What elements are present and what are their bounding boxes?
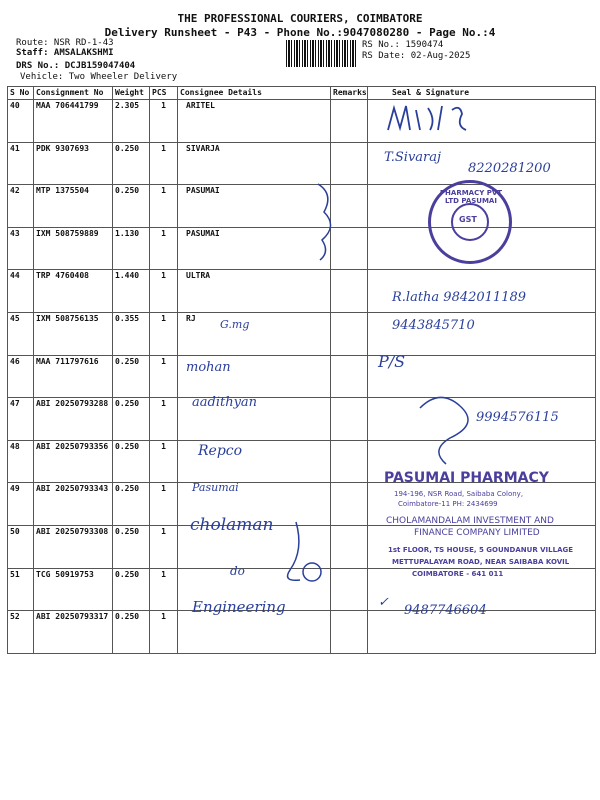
cell-weight: 0.250 [113, 611, 150, 654]
bracket-r51 [274, 520, 330, 588]
chola-stamp-name1: CHOLAMANDALAM INVESTMENT AND [386, 516, 554, 526]
signature-row47 [410, 388, 490, 468]
table-row [8, 355, 596, 398]
round-stamp-inner-text: GST [459, 215, 477, 224]
handwriting-r46-sig: P/S [378, 352, 406, 371]
cell-pcs: 1 [150, 100, 178, 143]
chola-stamp-addr3: COIMBATORE - 641 011 [412, 570, 504, 578]
cell-sno: 51 [8, 568, 34, 611]
cell-weight: 0.355 [113, 312, 150, 355]
cell-consignment: TRP 4760408 [34, 270, 113, 313]
cell-remarks [331, 312, 368, 355]
cell-consignment: ABI 20250793356 [34, 440, 113, 483]
cell-consignee: ULTRA [178, 270, 331, 313]
cell-consignment: ABI 20250793288 [34, 398, 113, 441]
handwriting-r51: do [230, 564, 245, 578]
cell-sno: 48 [8, 440, 34, 483]
rs-number: RS No.: 1590474 [362, 40, 444, 50]
cell-pcs: 1 [150, 440, 178, 483]
cell-pcs: 1 [150, 525, 178, 568]
handwriting-r41-phone: 8220281200 [468, 161, 551, 176]
cell-remarks [331, 440, 368, 483]
bracket-mark [314, 182, 344, 262]
cell-consignee [178, 611, 331, 654]
cell-sno: 52 [8, 611, 34, 654]
cell-weight: 2.305 [113, 100, 150, 143]
chola-stamp-addr2: METTUPALAYAM ROAD, NEAR SAIBABA KOVIL [392, 558, 570, 566]
cell-remarks [331, 398, 368, 441]
cell-weight: 0.250 [113, 440, 150, 483]
cell-remarks [331, 355, 368, 398]
cell-remarks [331, 270, 368, 313]
cell-remarks [331, 483, 368, 526]
cell-sno: 43 [8, 227, 34, 270]
cell-consignment: MTP 1375504 [34, 185, 113, 228]
cell-consignment: IXM 508759889 [34, 227, 113, 270]
cell-weight: 1.130 [113, 227, 150, 270]
handwriting-r45-phone: 9443845710 [392, 318, 475, 333]
pasumai-stamp-addr1: 194-196, NSR Road, Saibaba Colony, [394, 490, 524, 498]
cell-consignment: TCG 50919753 [34, 568, 113, 611]
cell-pcs: 1 [150, 483, 178, 526]
cell-consignment: PDK 9307693 [34, 142, 113, 185]
cell-remarks [331, 568, 368, 611]
cell-weight: 0.250 [113, 525, 150, 568]
cell-weight: 0.250 [113, 483, 150, 526]
cell-sno: 40 [8, 100, 34, 143]
handwriting-r52-phone: 9487746604 [404, 603, 487, 618]
runsheet-title: Delivery Runsheet - P43 - Phone No.:9047080280 - Page No.:4 [104, 26, 496, 39]
cell-sno: 50 [8, 525, 34, 568]
handwriting-r52-sig: ✓ [378, 595, 389, 610]
signature-row40 [380, 100, 500, 138]
handwriting-r49: Pasumai [192, 481, 239, 494]
vehicle-label: Vehicle: Two Wheeler Delivery [20, 72, 178, 82]
col-consignee: Consignee Details [178, 87, 331, 100]
cell-consignment: ABI 20250793343 [34, 483, 113, 526]
chola-stamp-name2: FINANCE COMPANY LIMITED [414, 528, 540, 538]
cell-consignee: PASUMAI [178, 185, 331, 228]
cell-weight: 0.250 [113, 568, 150, 611]
chola-stamp-addr1: 1st FLOOR, TS HOUSE, 5 GOUNDANUR VILLAGE [388, 546, 574, 554]
table-row [8, 611, 596, 654]
cell-consignee: RJ [178, 312, 331, 355]
cell-sno: 44 [8, 270, 34, 313]
cell-consignment: ABI 20250793317 [34, 611, 113, 654]
cell-weight: 0.250 [113, 142, 150, 185]
cell-sno: 42 [8, 185, 34, 228]
pasumai-stamp-addr2: Coimbatore-11 PH: 2434699 [398, 500, 498, 508]
round-stamp-text: PHARMACY PVT LTD PASUMAI [439, 189, 503, 205]
cell-sno: 46 [8, 355, 34, 398]
cell-remarks [331, 525, 368, 568]
cell-consignee: PASUMAI [178, 227, 331, 270]
handwriting-r47-phone: 9994576115 [476, 410, 559, 425]
cell-sno: 45 [8, 312, 34, 355]
cell-pcs: 1 [150, 398, 178, 441]
handwriting-r45-name: R.latha 9842011189 [392, 290, 527, 305]
cell-pcs: 1 [150, 142, 178, 185]
cell-sno: 41 [8, 142, 34, 185]
handwriting-r41-name: T.Sivaraj [384, 150, 442, 165]
cell-pcs: 1 [150, 568, 178, 611]
company-title: THE PROFESSIONAL COURIERS, COIMBATORE [177, 12, 423, 25]
cell-pcs: 1 [150, 227, 178, 270]
cell-pcs: 1 [150, 611, 178, 654]
cell-consignment: MAA 706441799 [34, 100, 113, 143]
rs-date: RS Date: 02-Aug-2025 [362, 51, 471, 61]
cell-weight: 0.250 [113, 185, 150, 228]
handwriting-r52: Engineering [192, 598, 286, 616]
cell-pcs: 1 [150, 270, 178, 313]
cell-remarks [331, 611, 368, 654]
table-row [8, 100, 596, 143]
col-seal-signature: Seal & Signature [368, 87, 596, 100]
handwriting-r45-mark: G.mg [220, 318, 250, 331]
col-pcs: PCS [150, 87, 178, 100]
cell-sno: 49 [8, 483, 34, 526]
handwriting-r46: mohan [186, 360, 231, 375]
cell-consignee: ARITEL [178, 100, 331, 143]
table-header-row [8, 87, 596, 100]
cell-remarks [331, 100, 368, 143]
cell-consignee: SIVARJA [178, 142, 331, 185]
cell-weight: 0.250 [113, 398, 150, 441]
handwriting-r47: aadithyan [192, 395, 258, 410]
cell-weight: 0.250 [113, 355, 150, 398]
col-remarks: Remarks [331, 87, 368, 100]
cell-remarks [331, 142, 368, 185]
table-row [8, 312, 596, 355]
staff-label: Staff: AMSALAKSHMI [16, 48, 114, 58]
col-consignment: Consignment No [34, 87, 113, 100]
col-weight: Weight [113, 87, 150, 100]
pasumai-stamp-name: PASUMAI PHARMACY [384, 470, 549, 486]
pasumai-round-stamp [428, 180, 512, 264]
handwriting-r48: Repco [198, 443, 243, 459]
cell-weight: 1.440 [113, 270, 150, 313]
cell-consignment: MAA 711797616 [34, 355, 113, 398]
barcode [286, 40, 358, 67]
drs-label: DRS No.: DCJB159047404 [16, 61, 136, 71]
cell-pcs: 1 [150, 185, 178, 228]
cell-consignment: IXM 508756135 [34, 312, 113, 355]
col-sno: S No [8, 87, 34, 100]
cell-pcs: 1 [150, 312, 178, 355]
cell-sno: 47 [8, 398, 34, 441]
route-label: Route: NSR RD-1-43 [16, 38, 114, 48]
cell-consignment: ABI 20250793308 [34, 525, 113, 568]
handwriting-r50: cholaman [190, 515, 274, 535]
cell-pcs: 1 [150, 355, 178, 398]
